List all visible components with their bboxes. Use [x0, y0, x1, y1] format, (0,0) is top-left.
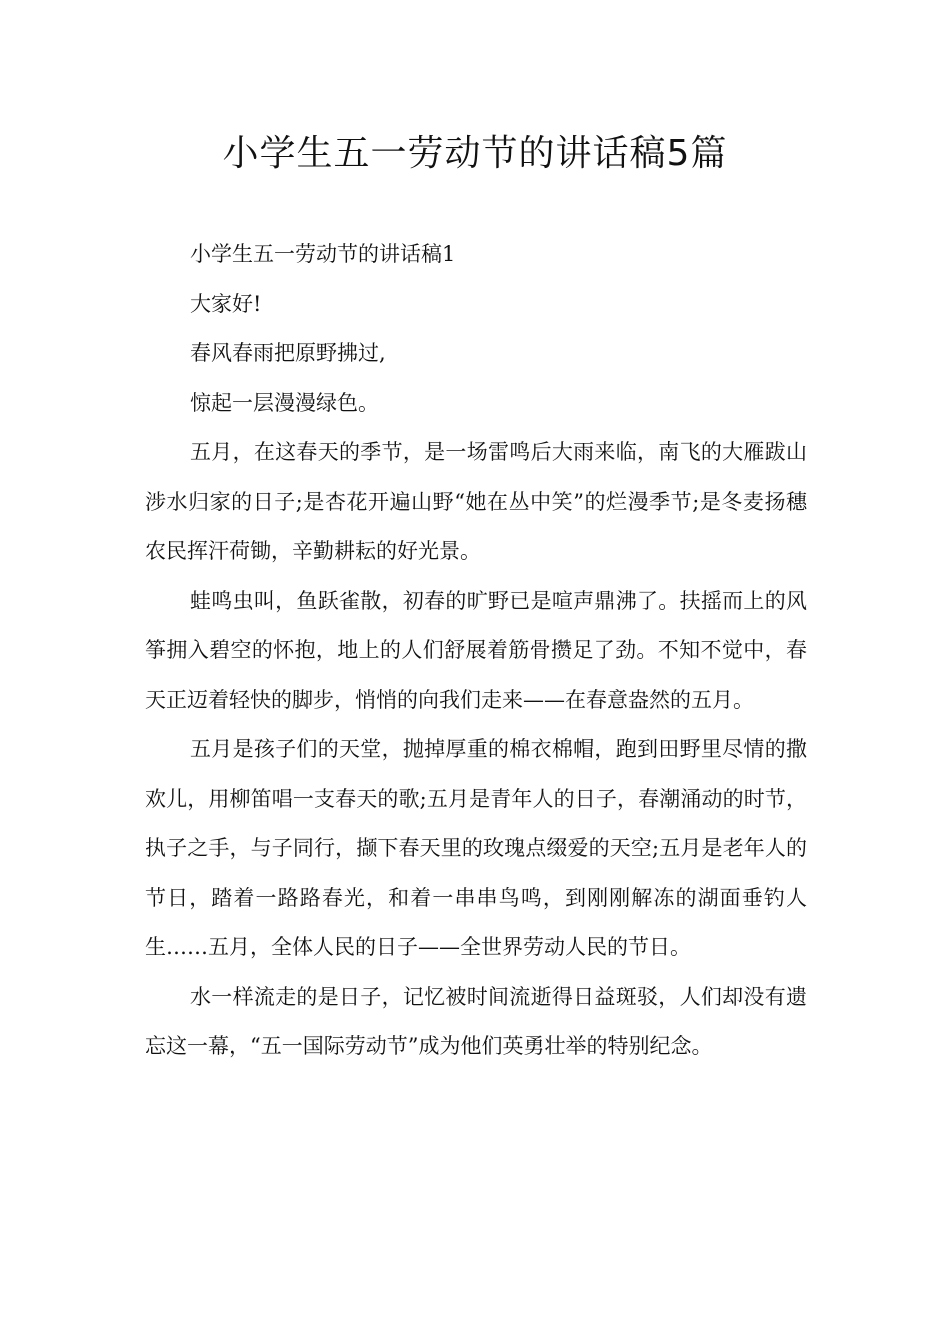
paragraph-memory: 水一样流走的是日子，记忆被时间流逝得日益斑驳，人们却没有遗忘这一幕，“五一国际劳动节”成为他们英勇壮举的特别纪念。: [145, 984, 807, 1058]
document-body: [145, 230, 807, 1072]
paragraph-may-season: 五月，在这春天的季节，是一场雷鸣后大雨来临，南飞的大雁跋山涉水归家的日子;是杏花开遍山野“她在丛中笑”的烂漫季节;是冬麦扬穗农民挥汗荷锄，辛勤耕耘的好光景。: [145, 440, 807, 563]
paragraph-spring-wilds: 蛙鸣虫叫，鱼跃雀散，初春的旷野已是喧声鼎沸了。扶摇而上的风筝拥入碧空的怀抱，地上的人们舒展着筋骨攒足了劲。不知不觉中，春天正迈着轻快的脚步，悄悄的向我们走来——在春意盎然的五月。: [145, 588, 807, 712]
greeting-line: 大家好!: [190, 291, 262, 316]
document-title: 小学生五一劳动节的讲话稿5篇: [222, 133, 728, 174]
poem-line-2: 惊起一层漫漫绿色。: [190, 390, 379, 415]
poem-line-1: 春风春雨把原野拂过,: [190, 341, 386, 365]
speech-heading: 小学生五一劳动节的讲话稿1: [190, 242, 456, 266]
paragraph-may-for-all: 五月是孩子们的天堂，抛掉厚重的棉衣棉帽，跑到田野里尽情的撒欢儿，用柳笛唱一支春天的歌;五月是青年人的日子，春潮涌动的时节，执子之手，与子同行，撷下春天里的玫瑰点缀爱的天空;五月是老年人的节日，踏着一路路春光，和着一串串鸟鸣，到刚刚解冻的湖面垂钓人生……五月，全体人民的日子——全世界劳动人民的节日。: [145, 737, 807, 959]
